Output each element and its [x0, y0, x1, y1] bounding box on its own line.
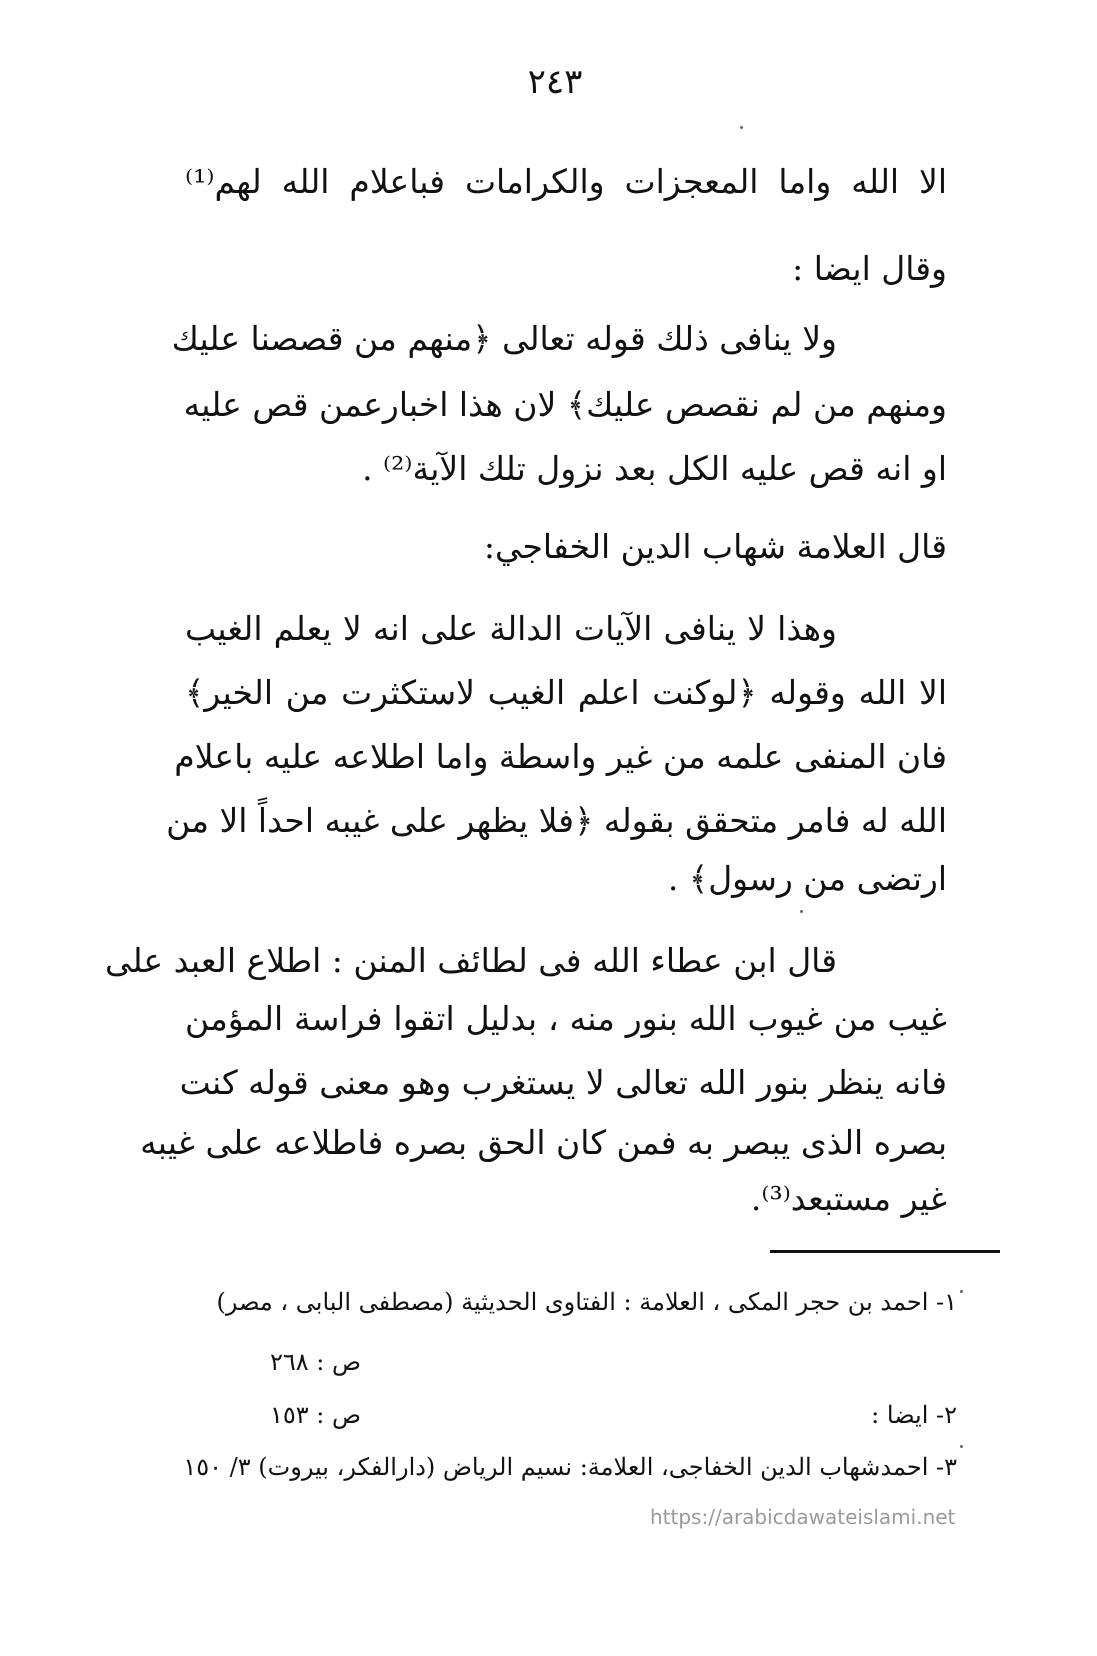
scan-speck [960, 1290, 963, 1293]
body-line-5: او انه قص عليه الكل بعد نزول تلك الآية⁽²⁾ . [362, 449, 947, 488]
body-line-3: ولا ينافى ذلك قوله تعالى ﴿منهم من قصصنا عليك [171, 319, 837, 358]
body-line-13: غيب من غيوب الله بنور منه ، بدليل اتقوا فراسة المؤمن [185, 999, 947, 1038]
body-line-8: الا الله وقوله ﴿لوكنت اعلم الغيب لاستكثرت من الخير﴾ [185, 673, 947, 712]
body-line-11: ارتضى من رسول﴾ . [667, 859, 947, 898]
body-line-16: غير مستبعد⁽³⁾. [750, 1179, 947, 1218]
footnote-1-page: ص : ٢٦٨ [270, 1348, 362, 1376]
footnote-separator [770, 1250, 1000, 1253]
scan-speck [960, 1445, 963, 1448]
body-line-15: بصره الذى يبصر به فمن كان الحق بصره فاطلاعه على غيبه [140, 1123, 947, 1162]
page-number: ٢٤٣ [527, 62, 583, 102]
scan-speck [800, 910, 803, 913]
body-line-4: ومنهم من لم نقصص عليك﴾ لان هذا اخبارعمن قص عليه [183, 385, 947, 424]
footnote-3: ٣- احمدشهاب الدين الخفاجى، العلامة: نسيم الرياض (دارالفكر، بيروت) ٣/ ١٥٠ [183, 1453, 957, 1481]
body-line-14: فانه ينظر بنور الله تعالى لا يستغرب وهو معنى قوله كنت [179, 1063, 947, 1102]
watermark-url[interactable]: https://arabicdawateislami.net [650, 1505, 956, 1529]
footnote-2: ٢- ايضا : [871, 1401, 957, 1429]
body-line-6: قال العلامة شهاب الدين الخفاجي: [483, 527, 947, 566]
body-line-1: الا الله واما المعجزات والكرامات فباعلام الله لهم⁽¹⁾ [185, 162, 947, 201]
footnote-2-page: ص : ١٥٣ [270, 1401, 362, 1429]
body-line-12: قال ابن عطاء الله فى لطائف المنن : اطلاع العبد على [104, 941, 837, 980]
body-line-9: فان المنفى علمه من غير واسطة واما اطلاعه عليه باعلام [174, 737, 947, 776]
body-line-2: وقال ايضا : [792, 249, 947, 288]
footnote-1: ١- احمد بن حجر المكى ، العلامة : الفتاوى الحديثية (مصطفى البابى ، مصر) [216, 1288, 957, 1316]
body-line-10: الله له فامر متحقق بقوله ﴿فلا يظهر على غيبه احداً الا من [166, 801, 947, 840]
body-line-7: وهذا لا ينافى الآيات الدالة على انه لا يعلم الغيب [185, 609, 837, 648]
scan-speck [740, 126, 743, 129]
